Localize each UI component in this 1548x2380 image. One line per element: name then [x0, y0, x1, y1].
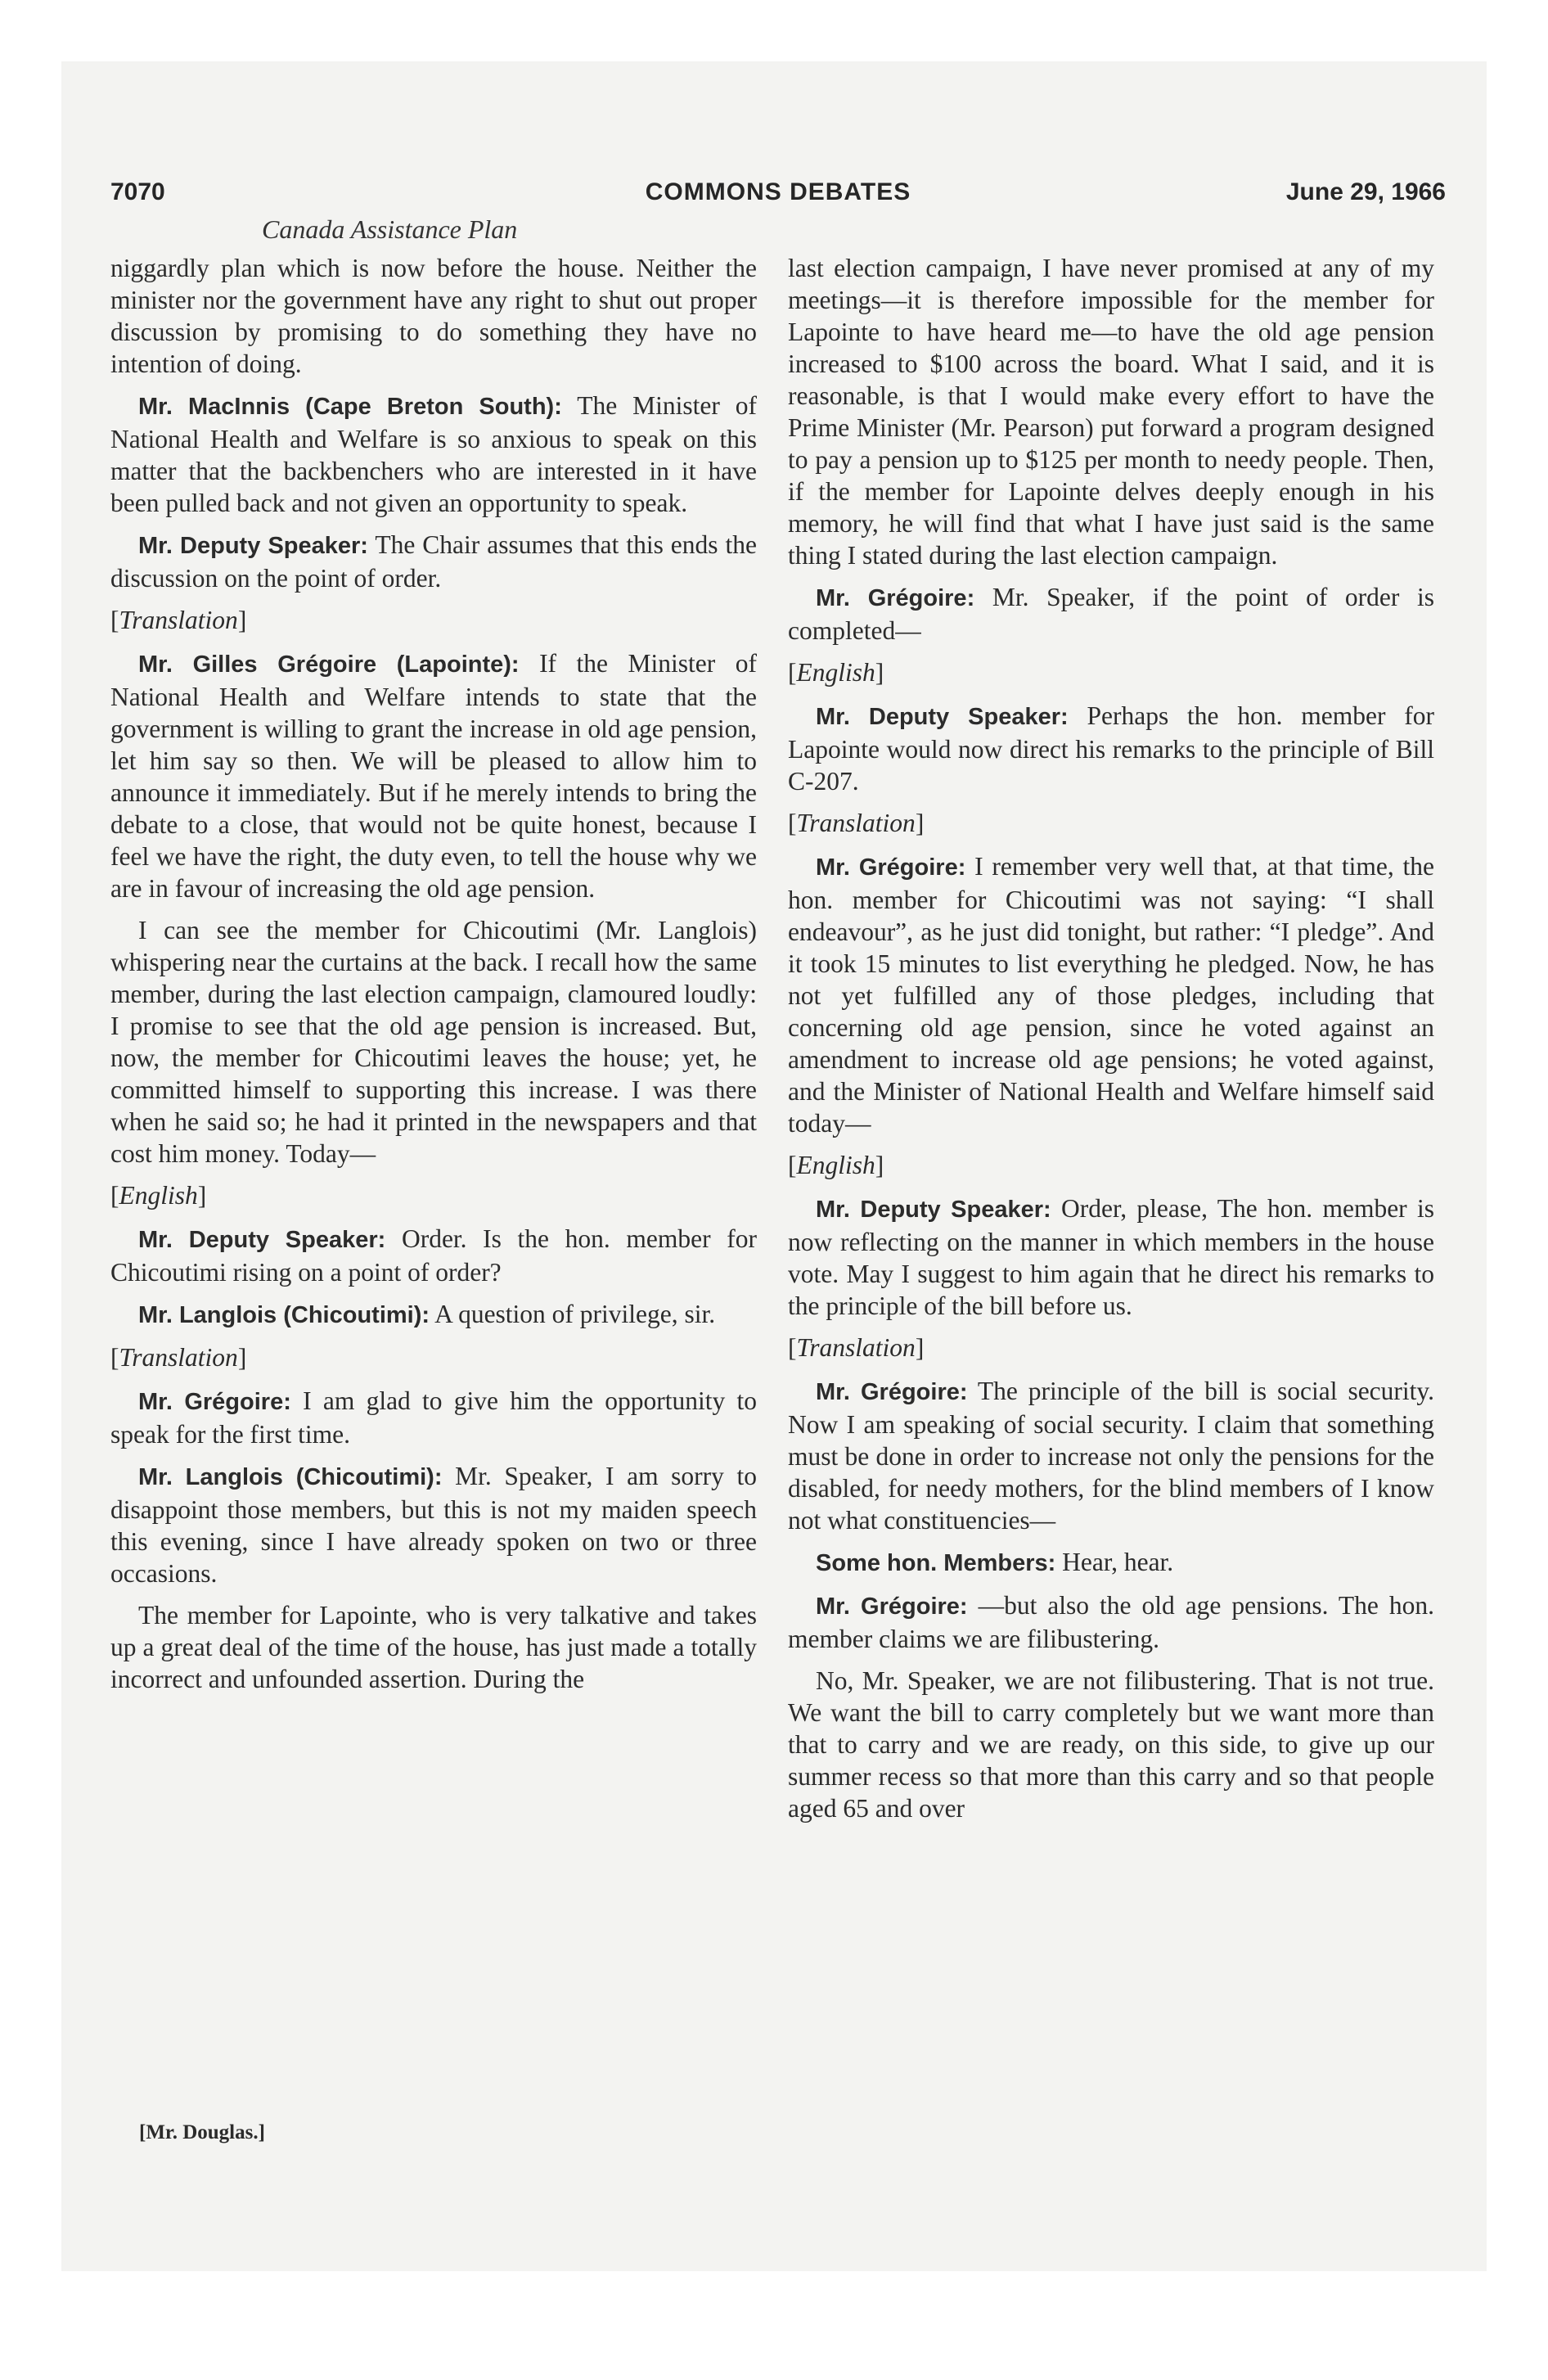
language-marker: [Translation]: [110, 1343, 247, 1372]
speech-text: The Minister of National Health and Welfare is so anxious to speak on this matter that the backbenchers who are interested in it have been pulled back and not given an opportunity to speak.: [110, 391, 757, 517]
speech-text: Order, please, The hon. member is now reflecting on the manner in which members in the house vote. May I suggest to him again that he direct his remarks to the principle of the bill before us.: [788, 1194, 1434, 1320]
speech-text: Mr. Speaker, if the point of order is completed—: [788, 583, 1434, 645]
publication-date: June 29, 1966: [1285, 178, 1446, 205]
speech-text: The Chair assumes that this ends the discussion on the point of order.: [110, 530, 757, 593]
paragraph: I can see the member for Chicoutimi (Mr. Langlois) whispering near the curtains at the back. I recall how the same member, during the last election campaign, clamoured loudly: I promise to see that the old age pension is increased. But, now, the member for Chicoutimi leaves the house; yet, he committed himself to supporting this increase. I was there when he said so; he had it printed in the newspapers and that cost him money. Today—: [110, 916, 757, 1168]
left-column: [110, 252, 757, 1705]
speech: [110, 1298, 757, 1332]
speech-text: I am glad to give him the opportunity to speak for the first time.: [110, 1386, 757, 1449]
speech-text: Hear, hear.: [1055, 1548, 1174, 1576]
speaker-name: Mr. Langlois (Chicoutimi):: [138, 1302, 430, 1328]
speaker-name: Mr. Grégoire:: [816, 585, 975, 611]
language-marker: [English]: [788, 1151, 884, 1179]
speaker-name: Mr. Grégoire:: [138, 1389, 291, 1415]
speech: [788, 1589, 1434, 1655]
speech: [788, 700, 1434, 797]
speaker-name: Mr. Gilles Grégoire (Lapointe):: [138, 651, 520, 678]
speaker-name: Mr. Deputy Speaker:: [138, 1227, 386, 1253]
speech: [110, 529, 757, 594]
language-marker: [English]: [110, 1181, 207, 1210]
speech: [788, 1375, 1434, 1536]
speech-text: Perhaps the hon. member for Lapointe would now direct his remarks to the principle of Bill C-207.: [788, 701, 1434, 796]
page-header: [110, 178, 1446, 214]
speaker-name: Mr. Deputy Speaker:: [816, 704, 1069, 730]
language-marker: [Translation]: [788, 1333, 925, 1362]
speech: [110, 1460, 757, 1589]
speech-text: —but also the old age pensions. The hon. member claims we are filibustering.: [788, 1591, 1434, 1653]
speech: [788, 581, 1434, 647]
speech: [788, 850, 1434, 1139]
speaker-name: Mr. Grégoire:: [816, 1379, 968, 1405]
paragraph: No, Mr. Speaker, we are not filibustering. That is not true. We want the bill to carry completely but we want more than that to carry and we are ready, on this side, to give up our summer recess so that more than this carry and so that people aged 65 and over: [788, 1666, 1434, 1823]
speech-text: The principle of the bill is social security. Now I am speaking of social security. I claim that something must be done in order to increase not only the pensions for the disabled, for needy mothers, for the blind members of I know not what constituencies—: [788, 1377, 1434, 1535]
speaker-name: Mr. Grégoire:: [816, 1593, 968, 1620]
language-marker: [English]: [788, 658, 884, 687]
speaker-name: Mr. Deputy Speaker:: [816, 1197, 1051, 1223]
speech-text: I remember very well that, at that time, the hon. member for Chicoutimi was not saying: “I shall endeavour”, as he just did tonight, but rather: “I pledge”. And it took 15 minutes to list everything he pledged. Now, he has not yet fulfilled any of those pledges, including that concerning old age pension, since he voted against an amendment to increase old age pensions; he voted against, and the Minister of National Health and Welfare himself said today—: [788, 852, 1434, 1138]
page-number: 7070: [110, 178, 165, 205]
speech: [788, 1192, 1434, 1322]
speech-text: Order. Is the hon. member for Chicoutimi rising on a point of order?: [110, 1224, 757, 1287]
speech: [110, 390, 757, 519]
paragraph: niggardly plan which is now before the house. Neither the minister nor the government have any right to shut out proper discussion by promising to do something they have no intention of doing.: [110, 254, 757, 378]
speech-text: A question of privilege, sir.: [430, 1300, 716, 1328]
speaker-name: Mr. MacInnis (Cape Breton South):: [138, 394, 562, 420]
language-marker: [Translation]: [788, 809, 925, 837]
speech: [110, 1223, 757, 1288]
speaker-name: Mr. Langlois (Chicoutimi):: [138, 1464, 443, 1490]
page-footer: [Mr. Douglas.]: [139, 2121, 265, 2143]
speaker-name: Mr. Deputy Speaker:: [138, 533, 368, 559]
speech-text: If the Minister of National Health and Welfare intends to state that the government is willing to grant the increase in old age pension, let him say so then. We will be pleased to allow him to announce it immediately. But if he merely intends to bring the debate to a close, that would not be quite honest, because I feel we have the right, the duty even, to tell the house why we are in favour of increasing the old age pension.: [110, 649, 757, 903]
speaker-name: Mr. Grégoire:: [816, 854, 966, 881]
running-subject: Canada Assistance Plan: [262, 214, 518, 244]
right-column: [788, 252, 1434, 1834]
language-marker: [Translation]: [110, 606, 247, 634]
speech: [110, 1385, 757, 1450]
speech-text: Mr. Speaker, I am sorry to disappoint those members, but this is not my maiden speech this evening, since I have already spoken on two or three occasions.: [110, 1462, 757, 1588]
publication-title: COMMONS DEBATES: [645, 178, 911, 205]
speaker-name: Some hon. Members:: [816, 1550, 1056, 1576]
paragraph: The member for Lapointe, who is very talkative and takes up a great deal of the time of the house, has just made a totally incorrect and unfounded assertion. During the: [110, 1601, 757, 1693]
paragraph: last election campaign, I have never promised at any of my meetings—it is therefore impossible for the member for Lapointe to have heard me—to have the old age pension increased to $100 across the board. What I said, and it is reasonable, is that I would make every effort to have the Prime Minister (Mr. Pearson) put forward a program designed to pay a pension up to $125 per month to needy people. Then, if the member for Lapointe delves deeply enough in his memory, he will find that what I have just said is the same thing I stated during the last election campaign.: [788, 254, 1434, 570]
speech: [788, 1546, 1434, 1580]
speech: [110, 647, 757, 904]
